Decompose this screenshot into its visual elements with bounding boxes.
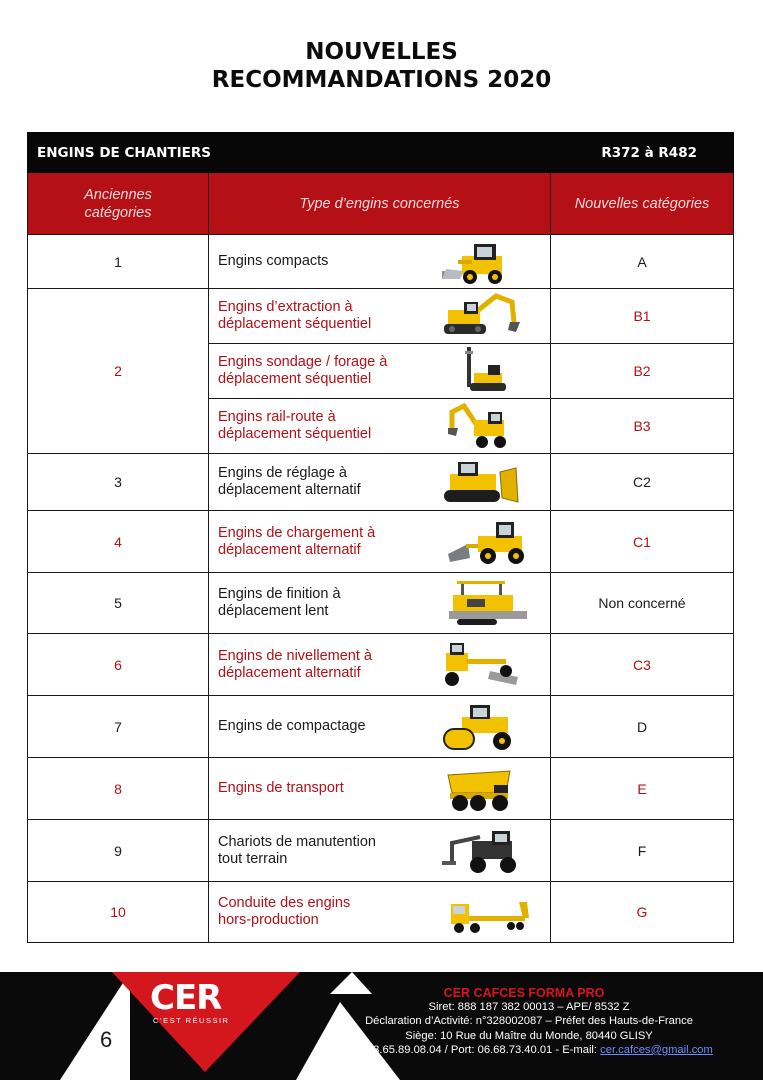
new-category-cell: B2 [551,344,734,399]
machine-type-line: Engins sondage / forage à [218,354,388,370]
column-header-machine-type: Type d’engins concernés [209,173,551,235]
machine-type-line: déplacement alternatif [218,541,361,558]
machine-type-line: Engins de chargement à [218,524,376,541]
machine-type-cell [209,573,551,634]
machine-type-cell [209,634,551,696]
new-category-cell: D [551,696,734,758]
table-row [28,454,734,511]
machine-type-line: Engins de compactage [218,718,366,734]
drilling-rig-icon [440,347,522,395]
machine-type-line: Engins rail-route à [218,409,336,425]
page-number: 6 [100,1027,113,1052]
machine-type-label [218,895,350,929]
machine-type-label [218,465,361,499]
machine-type-label [218,834,376,868]
machine-type-line: déplacement séquentiel [218,426,372,442]
machine-type-line: Engins de finition à [218,586,341,602]
machine-type-cell [209,882,551,943]
table-row [28,634,734,696]
table-column-headers [28,173,734,235]
header-recommendation-range: R372 à R482 [551,133,734,173]
machine-type-line: tout terrain [218,850,288,867]
old-category-cell: 6 [28,634,209,696]
new-category-cell: E [551,758,734,820]
machine-type-cell [209,696,551,758]
table-row [28,511,734,573]
new-category-cell: F [551,820,734,882]
machine-type-cell [209,454,551,511]
old-category-cell: 7 [28,696,209,758]
siret-line: Siret: 888 187 382 00013 – APE/ 8532 Z [428,1001,630,1014]
new-category-cell: C3 [551,634,734,696]
table-row [28,289,734,344]
old-category-cell: 1 [28,235,209,289]
bulldozer-icon [440,458,522,506]
page-title [0,38,763,94]
page-title-line1: NOUVELLES [305,39,458,65]
machine-type-label [218,648,372,682]
excavator-icon [440,292,522,340]
categories-table [27,132,734,943]
machine-type-line: Engins de nivellement à [218,647,372,664]
wheel-loader-icon [440,518,538,566]
skid-steer-loader-icon [440,238,522,286]
table-row [28,758,734,820]
machine-type-line: Chariots de manutention [218,833,376,850]
machine-type-line: hors-production [218,912,319,928]
new-category-cell: A [551,235,734,289]
table-row [28,696,734,758]
machine-type-line: déplacement lent [218,603,329,619]
machine-type-line: déplacement séquentiel [218,316,372,332]
telehandler-icon [440,827,522,875]
rail-road-excavator-icon [440,402,522,450]
machine-type-label [218,718,366,735]
old-category-cell: 8 [28,758,209,820]
old-category-cell: 9 [28,820,209,882]
machine-type-label [218,354,387,388]
machine-type-line: déplacement séquentiel [218,371,372,387]
cer-logo [150,980,280,1025]
machine-type-line: Engins compacts [218,253,329,269]
page-footer [0,972,763,1080]
column-header-new-categories: Nouvelles catégories [551,173,734,235]
machine-type-label [218,780,344,797]
new-category-cell: C2 [551,454,734,511]
logo-wordmark: CER [150,978,222,1018]
declaration-line: Déclaration d’Activité: n°328002087 – Préfet des Hauts-de-France [365,1015,693,1028]
address-line: Siège: 10 Rue du Maître du Monde, 80440 GLISY [405,1029,653,1042]
new-category-cell: Non concerné [551,573,734,634]
email-link[interactable]: cer.cafces@gmail.com [600,1043,713,1056]
asphalt-paver-icon [442,579,534,627]
column-header-old-categories: Anciennes catégories [28,173,209,235]
new-category-cell: B3 [551,399,734,454]
old-category-cell: 3 [28,454,209,511]
table-top-header [28,133,734,173]
machine-type-label [218,253,328,270]
machine-type-label [218,409,371,443]
header-engins-de-chantiers: ENGINS DE CHANTIERS [28,133,551,173]
machine-type-cell [209,758,551,820]
machine-type-line: Engins de transport [218,780,344,796]
machine-type-cell [209,235,551,289]
machine-type-cell [209,511,551,573]
phone-text: Tél: 03.65.89.08.04 / Port: 06.68.73.40.01 - E-mail: [345,1043,601,1056]
machine-type-cell [209,344,551,399]
compactor-roller-icon [440,703,522,751]
old-category-cell: 10 [28,882,209,943]
table-row [28,573,734,634]
machine-type-label [218,586,341,620]
organization-name: CER CAFCES FORMA PRO [443,986,605,1000]
table-row [28,235,734,289]
old-category-cell: 5 [28,573,209,634]
machine-type-line: Conduite des engins [218,895,351,911]
dump-truck-icon [440,765,522,813]
machine-type-line: déplacement alternatif [218,664,361,681]
old-category-cell: 2 [28,289,209,454]
machine-type-line: Engins de réglage à [218,465,347,481]
machine-type-label [218,525,375,559]
phone-line [319,1043,739,1057]
machine-type-cell [209,399,551,454]
table-row [28,820,734,882]
machine-type-line: Engins d’extraction à [218,299,353,315]
new-category-cell: B1 [551,289,734,344]
new-category-cell: G [551,882,734,943]
old-category-cell: 4 [28,511,209,573]
contact-block [319,986,739,1057]
page-title-line2: RECOMMANDATIONS 2020 [211,67,552,93]
logo-tagline: C’EST RÉUSSIR [153,1016,230,1025]
machine-type-cell [209,289,551,344]
table-row [28,882,734,943]
motor-grader-icon [440,641,522,689]
machine-type-label [218,299,371,333]
low-loader-truck-icon [440,888,540,936]
machine-type-line: déplacement alternatif [218,482,361,498]
machine-type-cell [209,820,551,882]
new-category-cell: C1 [551,511,734,573]
